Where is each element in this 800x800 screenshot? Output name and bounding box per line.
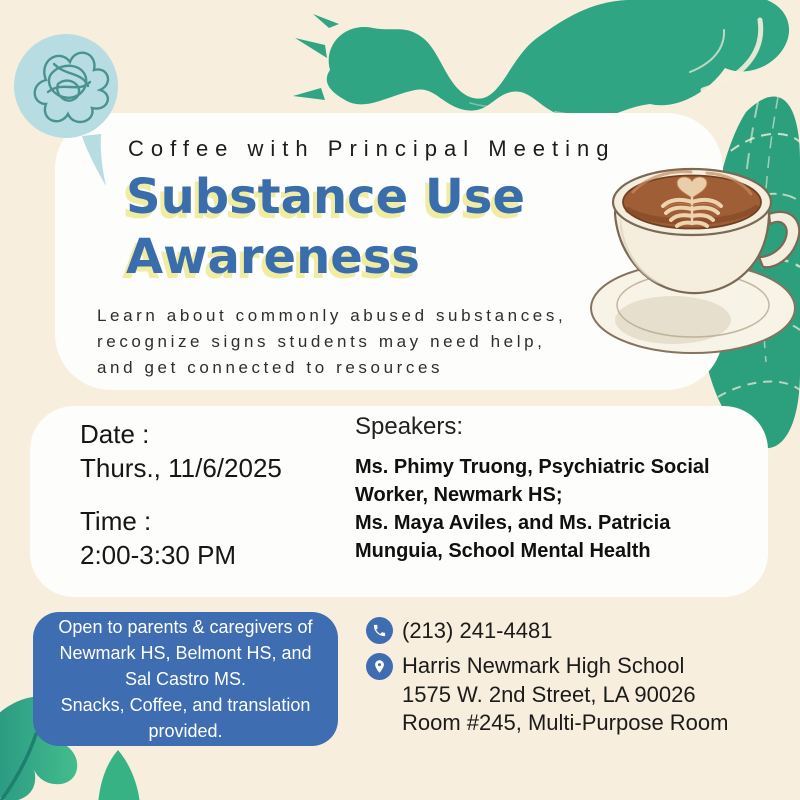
phone-number: (213) 241-4481 — [402, 618, 553, 643]
description-line: recognize signs students may need help, — [97, 332, 546, 351]
phone-icon — [366, 617, 393, 644]
speakers-label: Speakers: — [355, 413, 464, 440]
location-row — [366, 652, 786, 738]
speech-bubble — [8, 28, 128, 193]
speaker-line: Ms. Phimy Truong, Psychiatric Social — [355, 456, 710, 478]
latte-coffee-cup-illustration — [573, 148, 800, 363]
audience-line: Snacks, Coffee, and translation — [60, 695, 311, 715]
street-address: 1575 W. 2nd Street, LA 90026 — [402, 681, 696, 707]
time-value: 2:00-3:30 PM — [80, 540, 237, 570]
event-title-line-2: Awareness — [126, 229, 420, 285]
audience-note-panel — [33, 612, 338, 746]
location-pin-icon — [366, 653, 393, 680]
contact-block — [366, 616, 786, 738]
description-line: Learn about commonly abused substances, — [97, 306, 567, 325]
audience-line: Sal Castro MS. — [124, 669, 247, 689]
time-label: Time : — [80, 506, 152, 536]
event-title — [126, 167, 525, 287]
speaker-line: Worker, Newmark HS; — [355, 484, 563, 506]
schedule-spacer — [80, 485, 282, 504]
event-description — [97, 303, 566, 381]
event-kicker: Coffee with Principal Meeting — [128, 136, 616, 161]
date-value: Thurs., 11/6/2025 — [80, 453, 282, 483]
event-title-line-1: Substance Use — [126, 169, 525, 225]
audience-line: Open to parents & caregivers of — [58, 617, 313, 637]
speaker-line: Munguia, School Mental Health — [355, 540, 651, 562]
description-line: and get connected to resources — [97, 358, 444, 377]
audience-line: provided. — [148, 721, 223, 741]
venue-address — [402, 652, 728, 738]
phone-row — [366, 616, 786, 645]
venue-name: Harris Newmark High School — [402, 653, 685, 678]
room-info: Room #245, Multi-Purpose Room — [402, 710, 729, 735]
speaker-line: Ms. Maya Aviles, and Ms. Patricia — [355, 512, 671, 534]
audience-line: Newmark HS, Belmont HS, and — [59, 643, 312, 663]
schedule-block — [80, 417, 282, 572]
date-label: Date : — [80, 419, 150, 449]
speakers-block — [355, 412, 710, 565]
